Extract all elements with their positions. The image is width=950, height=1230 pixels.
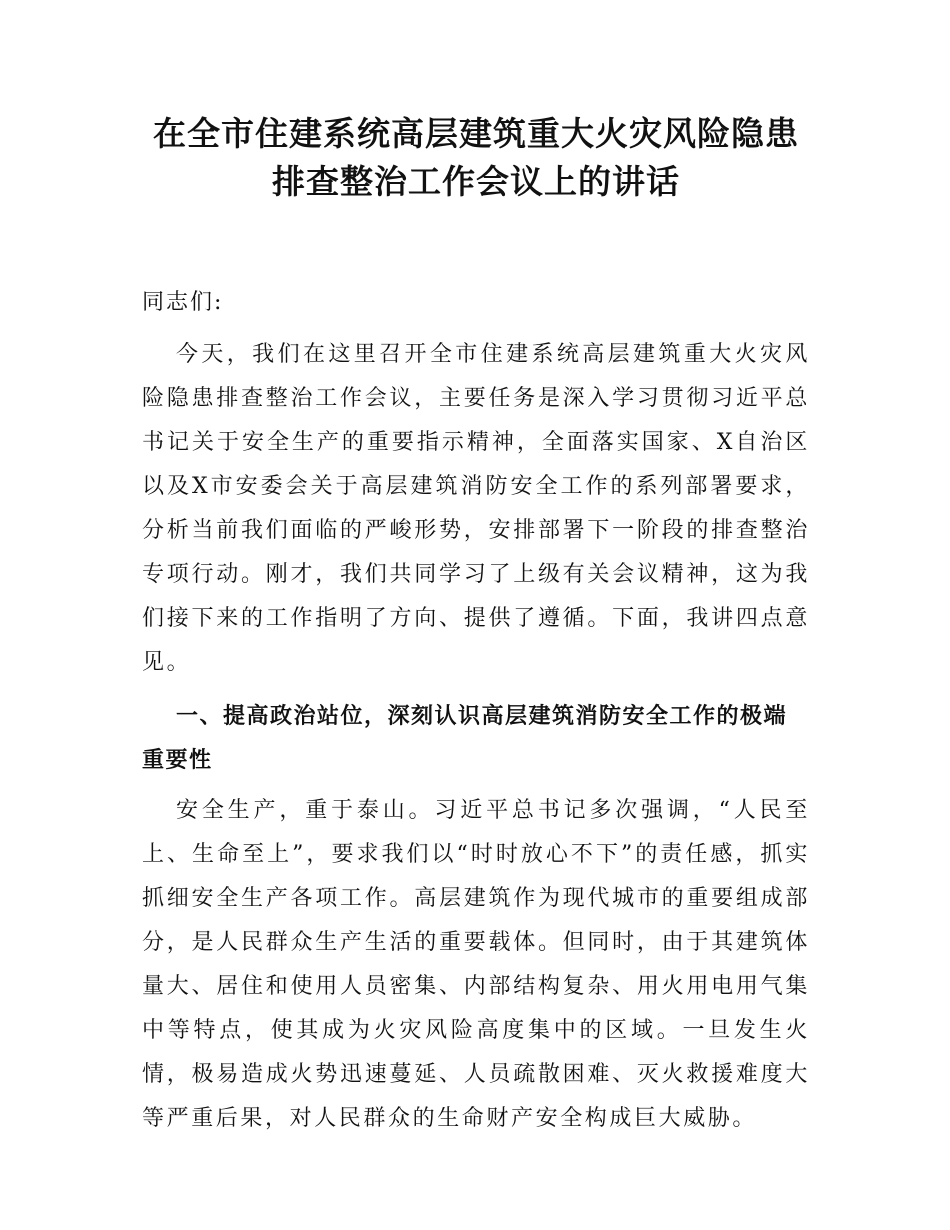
salutation: 同志们: [142,290,224,315]
section-1-paragraph: 安全生产，重于泰山。习近平总书记多次强调，“人民至上、生命至上”，要求我们以“时时放心不下”的责任感，抓实抓细安全生产各项工作。高层建筑作为现代城市的重要组成部分，是人民群众生产生活的重要载体。但同时，由于其建筑体量大、居住和使用人员密集、内部结构复杂、用火用电用气集中等特点，使其成为火灾风险高度集中的区域。一旦发生火情，极易造成火势迅速蔓延、人员疏散困难、灭火救援难度大等严重后果，对人民群众的生命财产安全构成巨大威胁。 [142,798,810,1131]
intro-paragraph: 今天，我们在这里召开全市住建系统高层建筑重大火灾风险隐患排查整治工作会议，主要任务是深入学习贯彻习近平总书记关于安全生产的重要指示精神，全面落实国家、X自治区以及X市安委会关于高层建筑消防安全工作的系列部署要求，分析当前我们面临的严峻形势，安排部署下一阶段的排查整治专项行动。刚才，我们共同学习了上级有关会议精神，这为我们接下来的工作指明了方向、提供了遵循。下面，我讲四点意见。 [142,342,810,675]
document-page [142,110,810,1141]
section-1-heading: 一、提高政治站位，深刻认识高层建筑消防安全工作的极端重要性 [142,704,788,773]
title-line-1: 在全市住建系统高层建筑重大火灾风险隐患 [153,114,799,153]
title-line-2: 排查整治工作会议上的讲话 [272,162,680,201]
document-title [122,110,830,206]
